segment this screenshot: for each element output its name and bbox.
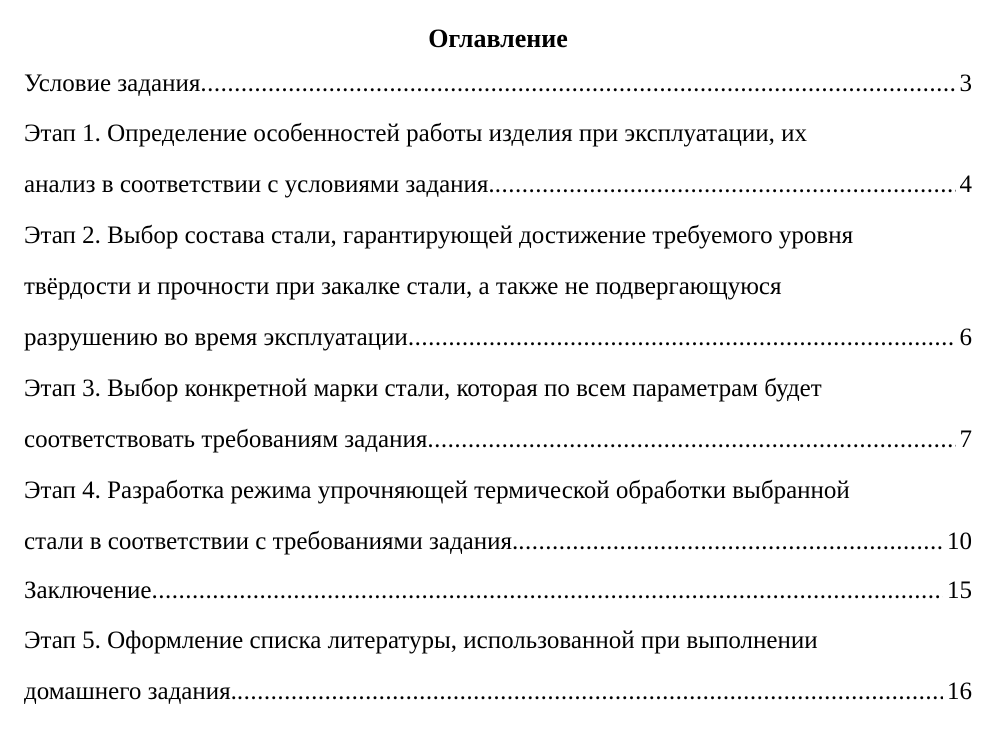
toc-entry-stage-5[interactable] <box>24 615 972 717</box>
toc-entry-text: соответствовать требованиям задания <box>24 426 428 453</box>
toc-entry-last-line <box>24 666 972 717</box>
toc-entry-last-line <box>24 414 972 465</box>
toc-page-number: 7 <box>959 426 972 453</box>
toc-entry-text: стали в соответствии с требованиями задания. <box>24 528 519 555</box>
toc-entry-text: Заключение <box>24 577 152 604</box>
toc-entry-stage-4[interactable] <box>24 465 972 567</box>
toc-page-number: 10 <box>947 528 972 555</box>
toc-entry-text: анализ в соответствии с условиями задания. <box>24 171 495 198</box>
toc-entry-text: Условие задания <box>24 70 201 97</box>
toc-page-number: 15 <box>947 577 972 604</box>
dot-leader <box>152 567 944 615</box>
toc-entry-last-line <box>24 159 972 210</box>
toc-entry-conditions[interactable] <box>24 60 972 108</box>
toc-entry-line: Этап 1. Определение особенностей работы изделия при эксплуатации, их <box>24 120 808 147</box>
toc-page-number: 3 <box>959 70 972 97</box>
toc-entry-line: Этап 2. Выбор состава стали, гарантирующей достижение требуемого уровня <box>24 222 854 249</box>
dot-leader <box>518 516 943 567</box>
dot-leader <box>427 414 955 465</box>
dot-leader <box>200 60 955 108</box>
toc-entry-last-line <box>24 516 972 567</box>
toc-entry-line: Этап 4. Разработка режима упрочняющей термической обработки выбранной <box>24 477 850 504</box>
toc-entry-line: Этап 3. Выбор конкретной марки стали, которая по всем параметрам будет <box>24 375 822 402</box>
toc-entry-last-line <box>24 60 972 108</box>
dot-leader <box>237 666 943 717</box>
toc-page-number: 6 <box>959 324 972 351</box>
toc-list <box>24 60 972 717</box>
toc-entry-text: разрушению во время эксплуатации <box>24 324 408 351</box>
toc-page-number: 16 <box>947 678 972 705</box>
toc-entry-conclusion[interactable] <box>24 567 972 615</box>
toc-entry-stage-3[interactable] <box>24 363 972 465</box>
dot-leader <box>495 159 956 210</box>
toc-entry-line: Этап 5. Оформление списка литературы, использованной при выполнении <box>24 627 818 654</box>
toc-entry-text: домашнего задания. <box>24 678 237 705</box>
toc-title: Оглавление <box>428 24 568 53</box>
dot-leader <box>408 312 956 363</box>
toc-page-number: 4 <box>959 171 972 198</box>
toc-entry-last-line <box>24 567 972 615</box>
toc-entry-stage-1[interactable] <box>24 108 972 210</box>
toc-entry-stage-2[interactable] <box>24 210 972 363</box>
toc-entry-last-line <box>24 312 972 363</box>
toc-entry-line: твёрдости и прочности при закалке стали, а также не подвергающуюся <box>24 273 782 300</box>
